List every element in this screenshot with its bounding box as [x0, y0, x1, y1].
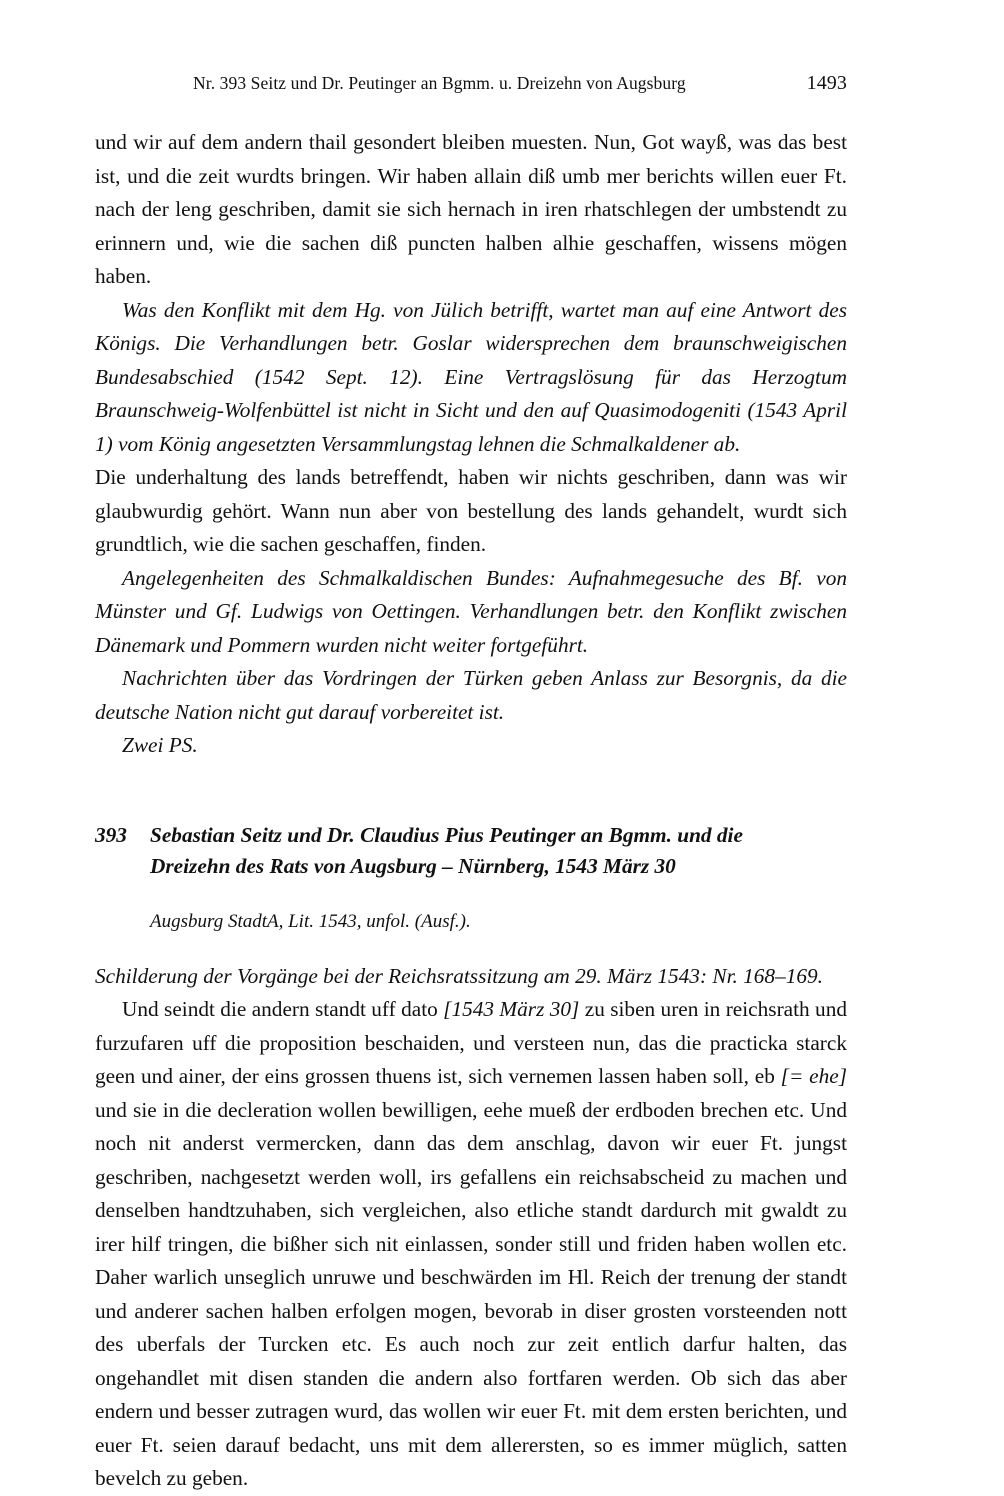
summary-paragraph-4: Zwei PS.	[122, 733, 198, 757]
entry-title-line-1: Sebastian Seitz und Dr. Claudius Pius Peutinger an Bgmm. und die	[150, 822, 743, 847]
entry-text-part-1: Und seindt die andern standt uff dato	[122, 997, 444, 1021]
summary-paragraph-2: Angelegenheiten des Schmalkaldischen Bundes: Aufnahmegesuche des Bf. von Münster und Gf. Ludwigs von Oettingen. Verhandlungen betr. den Konflikt zwischen Dänemark und Pommern wurden nicht weiter fortgeführt.	[95, 565, 847, 657]
entry-editorial-gloss: [= ehe]	[780, 1064, 847, 1088]
entry-text-part-2: zu siben uren in reichsrath und furzufaren uff die proposition beschaiden, und versteen nun, das die practicka starck geen und ainer, der eins grossen thuens ist, sich vernemen lassen haben soll, eb	[95, 997, 847, 1088]
running-head	[95, 72, 847, 96]
entry-text-part-3: und sie in die decleration wollen bewilligen, eehe mueß der erdboden brechen etc. Und noch nit anderst vermercken, dann das dem anschlag, davon wir euer Ft. jungst geschriben, nachgesetzt werden woll, irs gefallens ein reichsabscheid zu machen und denselben handtzuhaben, sich vergleichen, also etliche standt dardurch mit gwaldt zu irer hilf tringen, die bißher sich nit einlassen, sonder still und friden haben wollen etc. Daher warlich unseglich unruwe und beschwärden im Hl. Reich der trenung der standt und anderer sachen halben erfolgen mogen, bevorab in diser grosten vorsteenden nott des uberfals der Turcken etc. Es auch noch zur zeit entlich darfur halten, das ongehandlet mit disen standen die andern also fortfaren werden. Ob sich das aber endern und besser zutragen wurd, das wollen wir euer Ft. mit dem ersten berichten, und euer Ft. seien darauf bedacht, uns mit dem allerersten, so es immer müglich, satten bevelch zu geben.	[95, 1097, 847, 1490]
entry-heading	[95, 820, 847, 882]
entry-title	[150, 820, 847, 882]
body-paragraph-1: und wir auf dem andern thail gesondert bleiben muesten. Nun, Got wayß, was das best ist, und die zeit wurdts bringen. Wir haben allain diß umb mer berichts willen euer Ft. nach der leng geschriben, damit sie sich hernach in iren rhatschlegen der umbstendt zu erinnern und, wie die sachen diß puncten halben alhie geschaffen, wissens mögen haben.	[95, 130, 847, 288]
summary-paragraph-3: Nachrichten über das Vordringen der Türken geben Anlass zur Besorgnis, da die deutsche Nation nicht gut darauf vorbereitet ist.	[95, 666, 847, 724]
entry-editorial-date: [1543 März 30]	[443, 997, 580, 1021]
running-head-title: Nr. 393 Seitz und Dr. Peutinger an Bgmm. u. Dreizehn von Augsburg	[193, 73, 686, 93]
entry-number: 393	[95, 822, 127, 847]
entry-title-line-2: Dreizehn des Rats von Augsburg – Nürnberg, 1543 März 30	[150, 853, 676, 878]
summary-paragraph-1: Was den Konflikt mit dem Hg. von Jülich betrifft, wartet man auf eine Antwort des Königs. Die Verhandlungen betr. Goslar widersprechen dem braunschweigischen Bundesabschied (1542 Sept. 12). Eine Vertragslösung für das Herzogtum Braunschweig-Wolfenbüttel ist nicht in Sicht und den auf Quasimodogeniti (1543 April 1) vom König angesetzten Versammlungstag lehnen die Schmalkaldener ab.	[95, 297, 847, 456]
body-paragraph-2: Die underhaltung des lands betreffendt, haben wir nichts geschriben, dann was wir glaubwurdig gehört. Wann nun aber von bestellung des lands gehandelt, wurdt sich grundtlich, wie die sachen geschaffen, finden.	[95, 465, 847, 556]
page-content	[95, 72, 847, 1496]
entry-main-text	[95, 993, 847, 1496]
page-number: 1493	[806, 72, 847, 94]
entry-source-line: Augsburg StadtA, Lit. 1543, unfol. (Ausf.).	[150, 910, 471, 932]
entry-regest: Schilderung der Vorgänge bei der Reichsratssitzung am 29. März 1543: Nr. 168–169.	[95, 963, 824, 988]
